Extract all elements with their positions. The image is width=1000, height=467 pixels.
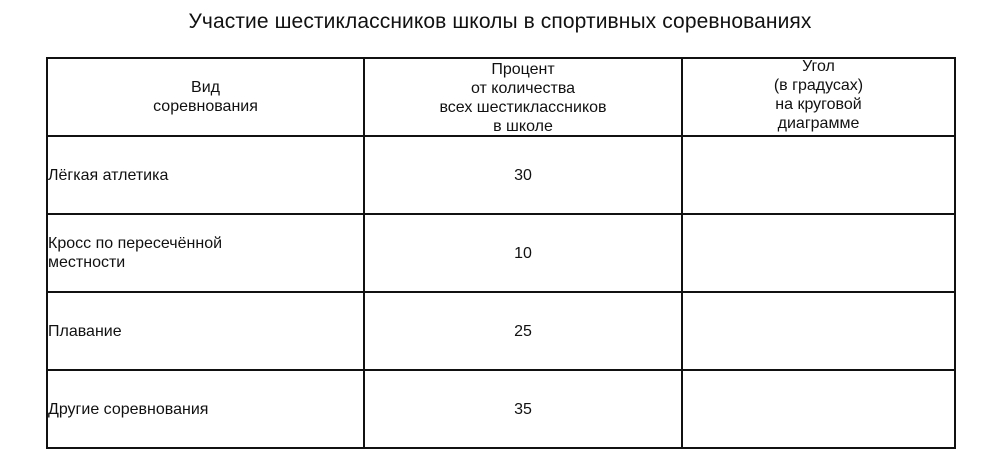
header-line: на круговой	[775, 96, 862, 113]
sport-name: Лёгкая атлетика	[48, 166, 169, 184]
header-line: всех шестиклассников	[439, 99, 607, 116]
sports-table	[46, 57, 956, 449]
percent-cell: 35	[364, 370, 682, 448]
sport-name: Плавание	[48, 322, 122, 340]
header-line: от количества	[470, 80, 576, 97]
header-line: диаграмме	[777, 115, 860, 132]
header-sport-type	[47, 58, 364, 136]
percent-cell: 30	[364, 136, 682, 214]
sport-cell	[47, 370, 364, 448]
sport-cell	[47, 136, 364, 214]
page-title: Участие шестиклассников школы в спортивных соревнованиях	[188, 10, 812, 33]
sport-name: Кросс по пересечённой	[48, 235, 223, 252]
header-percent	[364, 58, 682, 136]
header-line: в школе	[493, 118, 553, 135]
angle-cell	[682, 370, 955, 448]
sport-name: местности	[48, 254, 126, 271]
header-line: (в градусах)	[773, 77, 864, 94]
percent-cell: 25	[364, 292, 682, 370]
header-line: Процент	[491, 61, 555, 78]
table-row	[47, 292, 955, 370]
angle-cell	[682, 292, 955, 370]
header-line: соревнования	[153, 98, 258, 115]
table-row	[47, 136, 955, 214]
table-row	[47, 370, 955, 448]
sport-cell	[47, 214, 364, 292]
angle-cell	[682, 136, 955, 214]
table-row	[47, 214, 955, 292]
header-angle	[682, 58, 955, 136]
header-line: Вид	[191, 79, 220, 96]
header-line: Угол	[802, 58, 835, 75]
table-header-row	[47, 58, 955, 136]
sport-name: Другие соревнования	[48, 400, 209, 418]
angle-cell	[682, 214, 955, 292]
sport-cell	[47, 292, 364, 370]
percent-cell: 10	[364, 214, 682, 292]
